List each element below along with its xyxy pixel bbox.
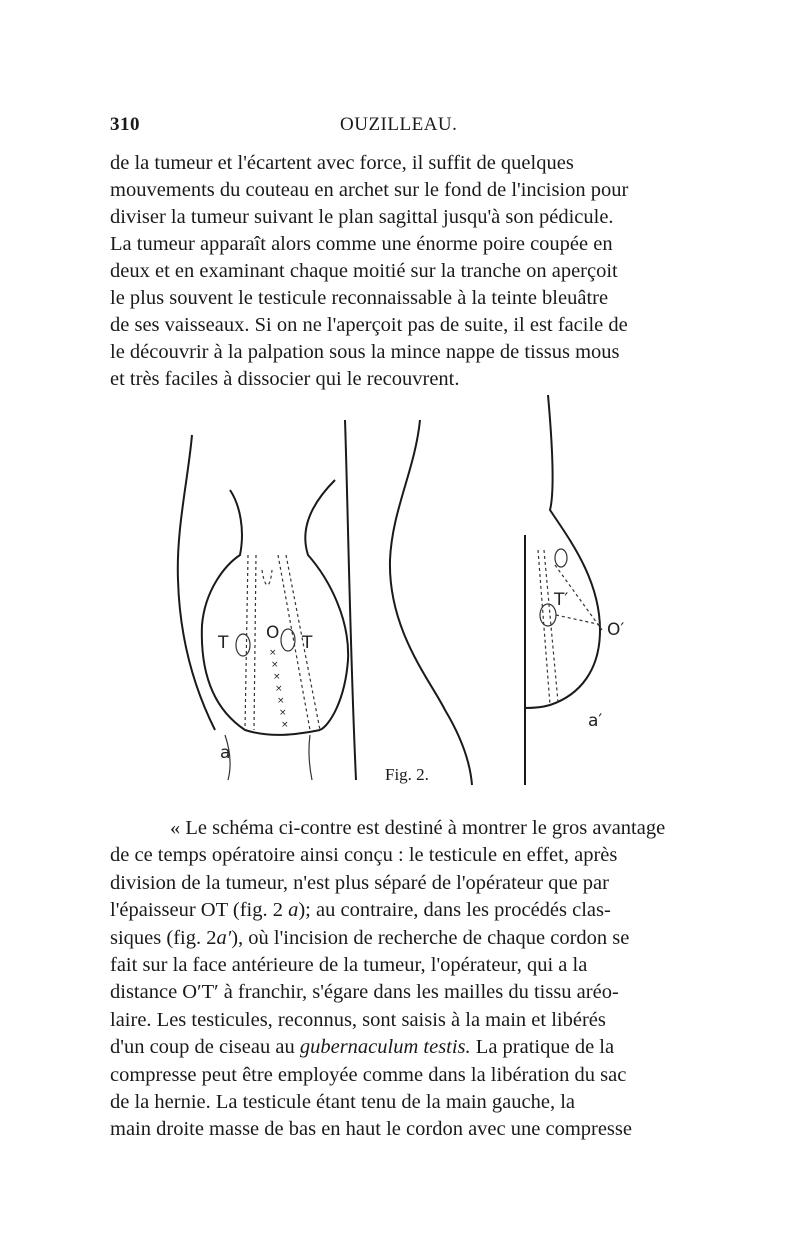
text-line: main droite masse de bas en haut le cordon avec une compresse <box>110 1118 632 1141</box>
incision-line: × <box>275 684 283 694</box>
pedicle-dashed <box>262 570 272 585</box>
figure-caption: Fig. 2. <box>385 765 429 784</box>
text-line: et très faciles à dissocier qui le recouvrent. <box>110 368 460 390</box>
text-line: de la tumeur et l'écartent avec force, il suffit de quelques <box>110 152 574 174</box>
incision-line: × <box>281 720 289 730</box>
incision-line: × <box>279 708 287 718</box>
text-line: laire. Les testicules, reconnus, sont saisis à la main et libérés <box>110 1008 606 1031</box>
text-segment: ), où l'incision de recherche de chaque cordon se <box>231 926 630 949</box>
paragraph-2 <box>110 815 682 1144</box>
label-T-right: T <box>302 633 313 653</box>
text-line: de la hernie. La testicule étant tenu de la main gauche, la <box>110 1091 576 1114</box>
label-T-left: T <box>218 633 229 653</box>
page-number: 310 <box>110 114 140 135</box>
text-line: de ce temps opératoire ainsi conçu : le testicule en effet, après <box>110 844 618 867</box>
figure-2 <box>170 390 640 790</box>
anatomical-diagram <box>170 390 640 790</box>
running-title: OUZILLEAU. <box>340 114 458 135</box>
text-line <box>110 925 682 952</box>
pedicle-oval <box>555 549 567 567</box>
outline-right-thigh <box>345 420 356 780</box>
italic-ref: a′ <box>216 926 232 949</box>
text-line: le plus souvent le testicule reconnaissable à la teinte bleuâtre <box>110 287 609 309</box>
incision-line: × <box>277 696 285 706</box>
italic-ref: a <box>288 899 299 922</box>
incision-line: × <box>269 648 277 658</box>
text-line <box>110 897 682 924</box>
label-a: a <box>220 743 231 763</box>
text-segment: La pratique de la <box>470 1036 615 1059</box>
text-line: « Le schéma ci-contre est destiné à montrer le gros avantage <box>170 817 666 839</box>
diagram-a <box>178 420 356 780</box>
text-line: compresse peut être employée comme dans la libération du sac <box>110 1063 627 1086</box>
text-line: de ses vaisseaux. Si on ne l'aperçoit pas de suite, il est facile de <box>110 314 628 336</box>
running-head <box>110 114 680 144</box>
label-T-prime: T′ <box>554 590 569 610</box>
outline-tumor-left <box>202 490 320 735</box>
text-line: division de la tumeur, n'est plus séparé de l'opérateur que par <box>110 871 609 894</box>
text-segment: l'épaisseur OT (fig. 2 <box>110 899 289 922</box>
text-segment: ); au contraire, dans les procédés clas- <box>298 899 611 922</box>
text-segment: d'un coup de ciseau au <box>110 1036 300 1059</box>
text-line: fait sur la face antérieure de la tumeur, l'opérateur, qui a la <box>110 954 588 977</box>
outline-stem-right <box>309 735 312 780</box>
text-line: deux et en examinant chaque moitié sur la tranche on aperçoit <box>110 260 618 282</box>
paragraph-1 <box>110 150 682 393</box>
text-line: mouvements du couteau en archet sur le fond de l'incision pour <box>110 179 629 201</box>
outline-tumor-right <box>305 480 348 730</box>
incision-line: × <box>273 672 281 682</box>
label-O: O <box>266 623 280 643</box>
text-line: La tumeur apparaît alors comme une énorme poire coupée en <box>110 233 613 255</box>
outline-middle-contour <box>390 420 472 785</box>
outline-tumor-profile <box>525 395 600 708</box>
text-segment: siques (fig. 2 <box>110 926 217 949</box>
label-a-prime: a′ <box>588 711 603 731</box>
cord-dashed <box>538 550 550 705</box>
text-line <box>110 1034 682 1061</box>
testis-right <box>281 629 295 651</box>
text-line: distance O′T′ à franchir, s'égare dans les mailles du tissu aréo- <box>110 981 619 1004</box>
testis-left <box>236 634 250 656</box>
diagram-a-prime <box>525 395 624 785</box>
label-O-prime: O′ <box>607 620 625 640</box>
cord-left-dashed <box>245 555 248 730</box>
text-line: le découvrir à la palpation sous la mince nappe de tissus mous <box>110 341 620 363</box>
incision-line: × <box>271 660 279 670</box>
text-line: diviser la tumeur suivant le plan sagittal jusqu'à son pédicule. <box>110 206 614 228</box>
italic-term: gubernaculum testis. <box>299 1036 471 1059</box>
cord-left-dashed-2 <box>254 555 256 730</box>
